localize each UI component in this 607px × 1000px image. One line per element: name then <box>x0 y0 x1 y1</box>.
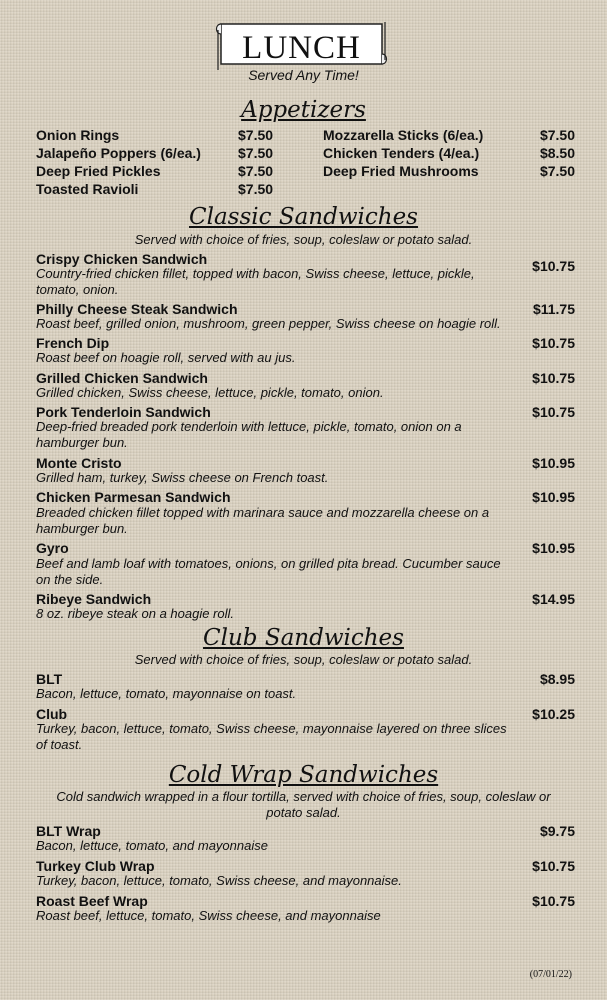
menu-item-name: Monte Cristo <box>36 455 122 471</box>
menu-item-description: Turkey, bacon, lettuce, tomato, Swiss cheese, mayonnaise layered on three slices of toast. <box>36 721 507 752</box>
menu-item-description: Bacon, lettuce, tomato, mayonnaise on toast. <box>36 686 297 701</box>
appetizer-price: $8.50 <box>539 145 575 161</box>
appetizer-name: Deep Fried Mushrooms <box>323 163 479 179</box>
menu-item-name: Pork Tenderloin Sandwich <box>36 404 211 420</box>
section-heading-club-sandwiches: Club Sandwiches <box>203 625 404 651</box>
menu-item-name: Ribeye Sandwich <box>36 591 152 607</box>
section-note: Served with choice of fries, soup, coleslaw or potato salad. <box>134 232 473 247</box>
section-heading-classic-sandwiches: Classic Sandwiches <box>189 204 418 230</box>
appetizer-price: $7.50 <box>238 181 274 197</box>
menu-item-name: Chicken Parmesan Sandwich <box>36 489 231 505</box>
menu-item-description: Turkey, bacon, lettuce, tomato, Swiss cheese, and mayonnaise. <box>36 873 402 888</box>
menu-item-price: $14.95 <box>532 591 575 607</box>
appetizer-name: Mozzarella Sticks (6/ea.) <box>323 127 484 143</box>
section-heading-appetizers: Appetizers <box>241 97 366 123</box>
menu-item-price: $10.75 <box>532 858 575 874</box>
title-banner <box>214 20 389 70</box>
menu-item-name: French Dip <box>36 335 110 351</box>
menu-item-name: Grilled Chicken Sandwich <box>36 370 208 386</box>
menu-item-price: $10.95 <box>532 489 575 505</box>
menu-item-description: Country-fried chicken fillet, topped with bacon, Swiss cheese, lettuce, pickle, tomato, onion. <box>36 266 475 297</box>
menu-item-name: Crispy Chicken Sandwich <box>36 251 208 267</box>
menu-item-name: Gyro <box>36 540 69 556</box>
menu-item-price: $10.75 <box>532 335 575 351</box>
menu-item-name: Philly Cheese Steak Sandwich <box>36 301 238 317</box>
menu-item-price: $10.95 <box>532 455 575 471</box>
menu-item-description: Deep-fried breaded pork tenderloin with lettuce, pickle, tomato, onion on a hamburger bun. <box>36 419 462 450</box>
menu-item-description: Grilled ham, turkey, Swiss cheese on French toast. <box>36 470 329 485</box>
appetizer-price: $7.50 <box>539 127 575 143</box>
appetizer-price: $7.50 <box>539 163 575 179</box>
appetizer-name: Jalapeño Poppers (6/ea.) <box>36 145 201 161</box>
menu-item-name: Turkey Club Wrap <box>36 858 155 874</box>
page-subtitle: Served Any Time! <box>248 67 359 83</box>
appetizer-price: $7.50 <box>238 127 274 143</box>
menu-item-price: $10.75 <box>532 893 575 909</box>
section-note: Cold sandwich wrapped in a flour tortilla, served with choice of fries, soup, coleslaw or potato salad. <box>56 789 551 820</box>
section-heading-cold-wrap-sandwiches: Cold Wrap Sandwiches <box>168 762 439 788</box>
menu-item-description: Roast beef on hoagie roll, served with au jus. <box>36 350 296 365</box>
menu-item-price: $10.25 <box>532 706 575 722</box>
menu-item-name: Club <box>36 706 68 722</box>
menu-item-name: Roast Beef Wrap <box>36 893 148 909</box>
appetizer-price: $7.50 <box>238 145 274 161</box>
menu-item-name: BLT Wrap <box>36 823 101 839</box>
page-title: LUNCH <box>242 30 361 66</box>
appetizer-price: $7.50 <box>238 163 274 179</box>
section-note: Served with choice of fries, soup, coleslaw or potato salad. <box>134 652 473 667</box>
menu-item-price: $10.75 <box>532 404 575 420</box>
menu-item-description: Breaded chicken fillet topped with marinara sauce and mozzarella cheese on a hamburger bun. <box>36 505 490 536</box>
menu-item-name: BLT <box>36 671 63 687</box>
appetizer-name: Onion Rings <box>36 127 120 143</box>
menu-item-price: $11.75 <box>532 301 575 317</box>
appetizer-name: Chicken Tenders (4/ea.) <box>323 145 480 161</box>
appetizer-name: Toasted Ravioli <box>36 181 139 197</box>
menu-item-price: $10.95 <box>532 540 575 556</box>
revision-date: (07/01/22) <box>529 969 572 980</box>
appetizer-name: Deep Fried Pickles <box>36 163 161 179</box>
menu-item-description: Beef and lamb loaf with tomatoes, onions, on grilled pita bread. Cucumber sauce on the side. <box>36 556 501 587</box>
menu-item-description: Grilled chicken, Swiss cheese, lettuce, pickle, tomato, onion. <box>36 385 384 400</box>
menu-item-price: $8.95 <box>539 671 575 687</box>
menu-item-description: 8 oz. ribeye steak on a hoagie roll. <box>36 606 235 621</box>
menu-item-price: $9.75 <box>539 823 575 839</box>
menu-item-description: Bacon, lettuce, tomato, and mayonnaise <box>36 838 268 853</box>
menu-item-price: $10.75 <box>532 370 575 386</box>
menu-item-description: Roast beef, lettuce, tomato, Swiss cheese, and mayonnaise <box>36 908 381 923</box>
menu-item-price: $10.75 <box>532 258 575 274</box>
menu-item-description: Roast beef, grilled onion, mushroom, green pepper, Swiss cheese on hoagie roll. <box>36 316 501 331</box>
